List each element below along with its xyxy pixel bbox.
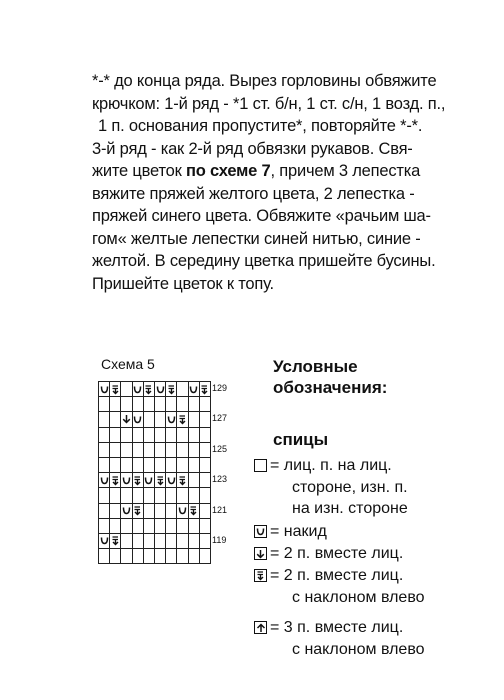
k2tog-left-slant-icon (133, 474, 143, 486)
paragraph-line: *-* до конца ряда. Вырез горловины обвяжите (92, 72, 437, 90)
chart-cell (133, 488, 144, 503)
row-number: 125 (212, 443, 228, 454)
chart-cell (133, 397, 144, 412)
chart-cell (189, 382, 200, 397)
chart-cell (200, 428, 211, 443)
chart-cell (133, 473, 144, 488)
chart-cell (166, 534, 177, 549)
chart-cell (99, 549, 110, 564)
chart-cell (189, 397, 200, 412)
chart-cell (177, 488, 188, 503)
chart-cell (177, 519, 188, 534)
chart-cell (166, 473, 177, 488)
paragraph-line: 1 п. основания пропустите*, повторяйте *-*. (98, 117, 423, 135)
chart-cell (121, 534, 132, 549)
chart-cell (177, 428, 188, 443)
k2tog-left-slant-icon (155, 474, 165, 486)
chart-cell (177, 504, 188, 519)
row-number: 123 (212, 474, 228, 485)
chart-cell (121, 549, 132, 564)
k2tog-left-slant-icon (110, 535, 120, 547)
yarn-over-icon (254, 525, 267, 538)
chart-cell (121, 412, 132, 427)
chart-cell (155, 488, 166, 503)
chart-cell (110, 397, 121, 412)
chart-cell (166, 458, 177, 473)
chart-cell (99, 382, 110, 397)
chart-cell (99, 428, 110, 443)
chart-cell (110, 534, 121, 549)
chart-cell (133, 382, 144, 397)
chart-cell (110, 443, 121, 458)
yarn-over-icon (189, 383, 199, 395)
chart-cell (133, 412, 144, 427)
chart-cell (144, 412, 155, 427)
legend-item-row (254, 617, 425, 639)
chart-cell (110, 382, 121, 397)
chart-cell (166, 488, 177, 503)
legend-item-text: = 2 п. вместе лиц. (270, 545, 404, 562)
legend-item-text: = лиц. п. на лиц. (270, 457, 392, 474)
chart-cell (110, 428, 121, 443)
k2tog-left-slant-icon (110, 474, 120, 486)
yarn-over-icon (166, 474, 176, 486)
yarn-over-icon (155, 383, 165, 395)
legend-item-continuation: стороне, изн. п. (292, 478, 408, 496)
chart-cell (155, 443, 166, 458)
chart-cell (155, 382, 166, 397)
chart-cell (155, 519, 166, 534)
legend-item-k2tog (254, 543, 403, 565)
k2tog-icon (121, 413, 131, 425)
chart-cell (99, 443, 110, 458)
chart-cell (99, 473, 110, 488)
legend-item-row (254, 521, 327, 543)
chart-cell (177, 458, 188, 473)
chart-cell (200, 473, 211, 488)
chart-grid (98, 381, 211, 564)
body-paragraph (92, 70, 470, 295)
chart-cell (200, 412, 211, 427)
chart-cell (177, 412, 188, 427)
k2tog-left-slant-icon (189, 505, 199, 517)
paragraph-line: гом« желтые лепестки синей нитью, синие - (92, 229, 421, 248)
chart-cell (200, 458, 211, 473)
k3tog-left-slant-icon (254, 621, 267, 634)
legend-item-continuation: с наклоном влево (292, 588, 425, 606)
paragraph-line (92, 160, 470, 183)
chart-cell (177, 443, 188, 458)
chart-cell (133, 549, 144, 564)
chart-cell (155, 412, 166, 427)
yarn-over-icon (121, 474, 131, 486)
chart-cell (189, 519, 200, 534)
chart-cell (166, 443, 177, 458)
chart-cell (110, 458, 121, 473)
chart-cell (200, 519, 211, 534)
chart-cell (110, 549, 121, 564)
chart-cell (99, 412, 110, 427)
row-number: 121 (212, 504, 228, 515)
chart-cell (99, 504, 110, 519)
chart-cell (189, 504, 200, 519)
scheme-reference: по схеме 7 (186, 162, 271, 180)
yarn-over-icon (166, 413, 176, 425)
chart-cell (144, 397, 155, 412)
chart-cell (189, 412, 200, 427)
chart-cell (133, 443, 144, 458)
legend-item-row (254, 565, 425, 587)
chart-cell (155, 534, 166, 549)
k2tog-left-slant-icon (254, 569, 267, 582)
chart-cell (121, 504, 132, 519)
k2tog-left-slant-icon (177, 474, 187, 486)
chart-cell (177, 549, 188, 564)
k2tog-left-slant-icon (177, 413, 187, 425)
chart-cell (121, 428, 132, 443)
chart-cell (189, 549, 200, 564)
chart-cell (144, 458, 155, 473)
chart-cell (99, 397, 110, 412)
chart-cell (121, 382, 132, 397)
chart-cell (166, 519, 177, 534)
chart-cell (200, 488, 211, 503)
chart-cell (133, 504, 144, 519)
chart-cell (200, 549, 211, 564)
yarn-over-icon (144, 474, 154, 486)
chart-cell (166, 412, 177, 427)
k2tog-left-slant-icon (144, 383, 154, 395)
chart-cell (144, 382, 155, 397)
paragraph-text: , причем 3 лепестка (270, 162, 421, 180)
paragraph-text: жите цветок (92, 162, 186, 180)
legend-section-knitting: спицы (273, 430, 329, 449)
k2tog-left-slant-icon (200, 383, 210, 395)
chart-cell (144, 443, 155, 458)
chart-cell (99, 519, 110, 534)
chart-cell (121, 473, 132, 488)
legend-item-text: = 3 п. вместе лиц. (270, 619, 404, 636)
chart-cell (99, 458, 110, 473)
chart-cell (121, 443, 132, 458)
chart-cell (200, 443, 211, 458)
yarn-over-icon (99, 474, 109, 486)
yarn-over-icon (133, 383, 143, 395)
row-number: 129 (212, 383, 228, 393)
paragraph-line: Пришейте цветок к топу. (92, 274, 274, 293)
legend-item-k3tog-left (254, 617, 425, 660)
chart-cell (121, 458, 132, 473)
knit-stitch-icon (254, 459, 267, 472)
paragraph-line: 3-й ряд - как 2-й ряд обвязки рукавов. Свя- (92, 139, 413, 158)
legend-item-continuation: на изн. стороне (292, 500, 408, 517)
k2tog-icon (254, 547, 267, 560)
k2tog-left-slant-icon (166, 383, 176, 395)
chart-cell (133, 534, 144, 549)
chart-cell (189, 458, 200, 473)
legend-item-k2tog-left (254, 565, 425, 608)
chart-cell (144, 534, 155, 549)
scheme-title: Схема 5 (101, 356, 155, 372)
chart-cell (155, 397, 166, 412)
chart-cell (144, 488, 155, 503)
yarn-over-icon (133, 413, 143, 425)
yarn-over-icon (99, 383, 109, 395)
chart-cell (177, 534, 188, 549)
paragraph-line: желтой. В середину цветка пришейте бусины. (92, 252, 436, 270)
chart-cell (166, 382, 177, 397)
chart-cell (155, 473, 166, 488)
chart-cell (110, 473, 121, 488)
chart-cell (166, 428, 177, 443)
chart-cell (110, 519, 121, 534)
chart-cell (200, 382, 211, 397)
paragraph-line: вяжите пряжей желтого цвета, 2 лепестка - (92, 184, 415, 203)
yarn-over-icon (99, 535, 109, 547)
yarn-over-icon (121, 505, 131, 517)
legend-item-knit (254, 455, 408, 520)
legend-item-row (254, 455, 408, 477)
legend-item-continuation: с наклоном влево (292, 640, 425, 658)
chart-cell (155, 504, 166, 519)
k2tog-left-slant-icon (110, 383, 120, 395)
row-number: 119 (212, 535, 227, 545)
legend-item-yo (254, 521, 327, 543)
chart-cell (110, 412, 121, 427)
paragraph-line: крючком: 1-й ряд - *1 ст. б/н, 1 ст. с/н, 1 возд. п., (92, 94, 446, 113)
chart-cell (189, 534, 200, 549)
row-number: 127 (212, 413, 228, 424)
chart-cell (177, 382, 188, 397)
chart-cell (133, 458, 144, 473)
chart-cell (200, 534, 211, 549)
yarn-over-icon (177, 505, 187, 517)
chart-cell (110, 504, 121, 519)
chart-cell (155, 549, 166, 564)
chart-cell (144, 519, 155, 534)
chart-cell (155, 428, 166, 443)
chart-cell (177, 473, 188, 488)
chart-cell (121, 488, 132, 503)
chart-cell (189, 488, 200, 503)
chart-cell (99, 488, 110, 503)
chart-cell (166, 504, 177, 519)
chart-cell (144, 428, 155, 443)
legend-title-line2: обозначения: (273, 378, 388, 397)
chart-cell (166, 549, 177, 564)
chart-cell (144, 473, 155, 488)
chart-cell (144, 504, 155, 519)
chart-cell (166, 397, 177, 412)
chart-cell (133, 428, 144, 443)
k2tog-left-slant-icon (133, 505, 143, 517)
chart-cell (144, 549, 155, 564)
chart-cell (189, 473, 200, 488)
chart-cell (177, 397, 188, 412)
chart-cell (189, 428, 200, 443)
chart-cell (110, 488, 121, 503)
chart-cell (133, 519, 144, 534)
chart-cell (200, 397, 211, 412)
legend-title (273, 356, 387, 398)
legend-item-row (254, 543, 403, 565)
chart-cell (99, 534, 110, 549)
legend-title-line1: Условные (273, 357, 358, 376)
chart-cell (155, 458, 166, 473)
legend-item-text: = накид (270, 523, 327, 540)
chart-cell (121, 397, 132, 412)
chart-cell (200, 504, 211, 519)
legend-item-text: = 2 п. вместе лиц. (270, 567, 404, 584)
paragraph-line: пряжей синего цвета. Обвяжите «рачьим ша- (92, 207, 431, 225)
chart-cell (121, 519, 132, 534)
chart-cell (189, 443, 200, 458)
